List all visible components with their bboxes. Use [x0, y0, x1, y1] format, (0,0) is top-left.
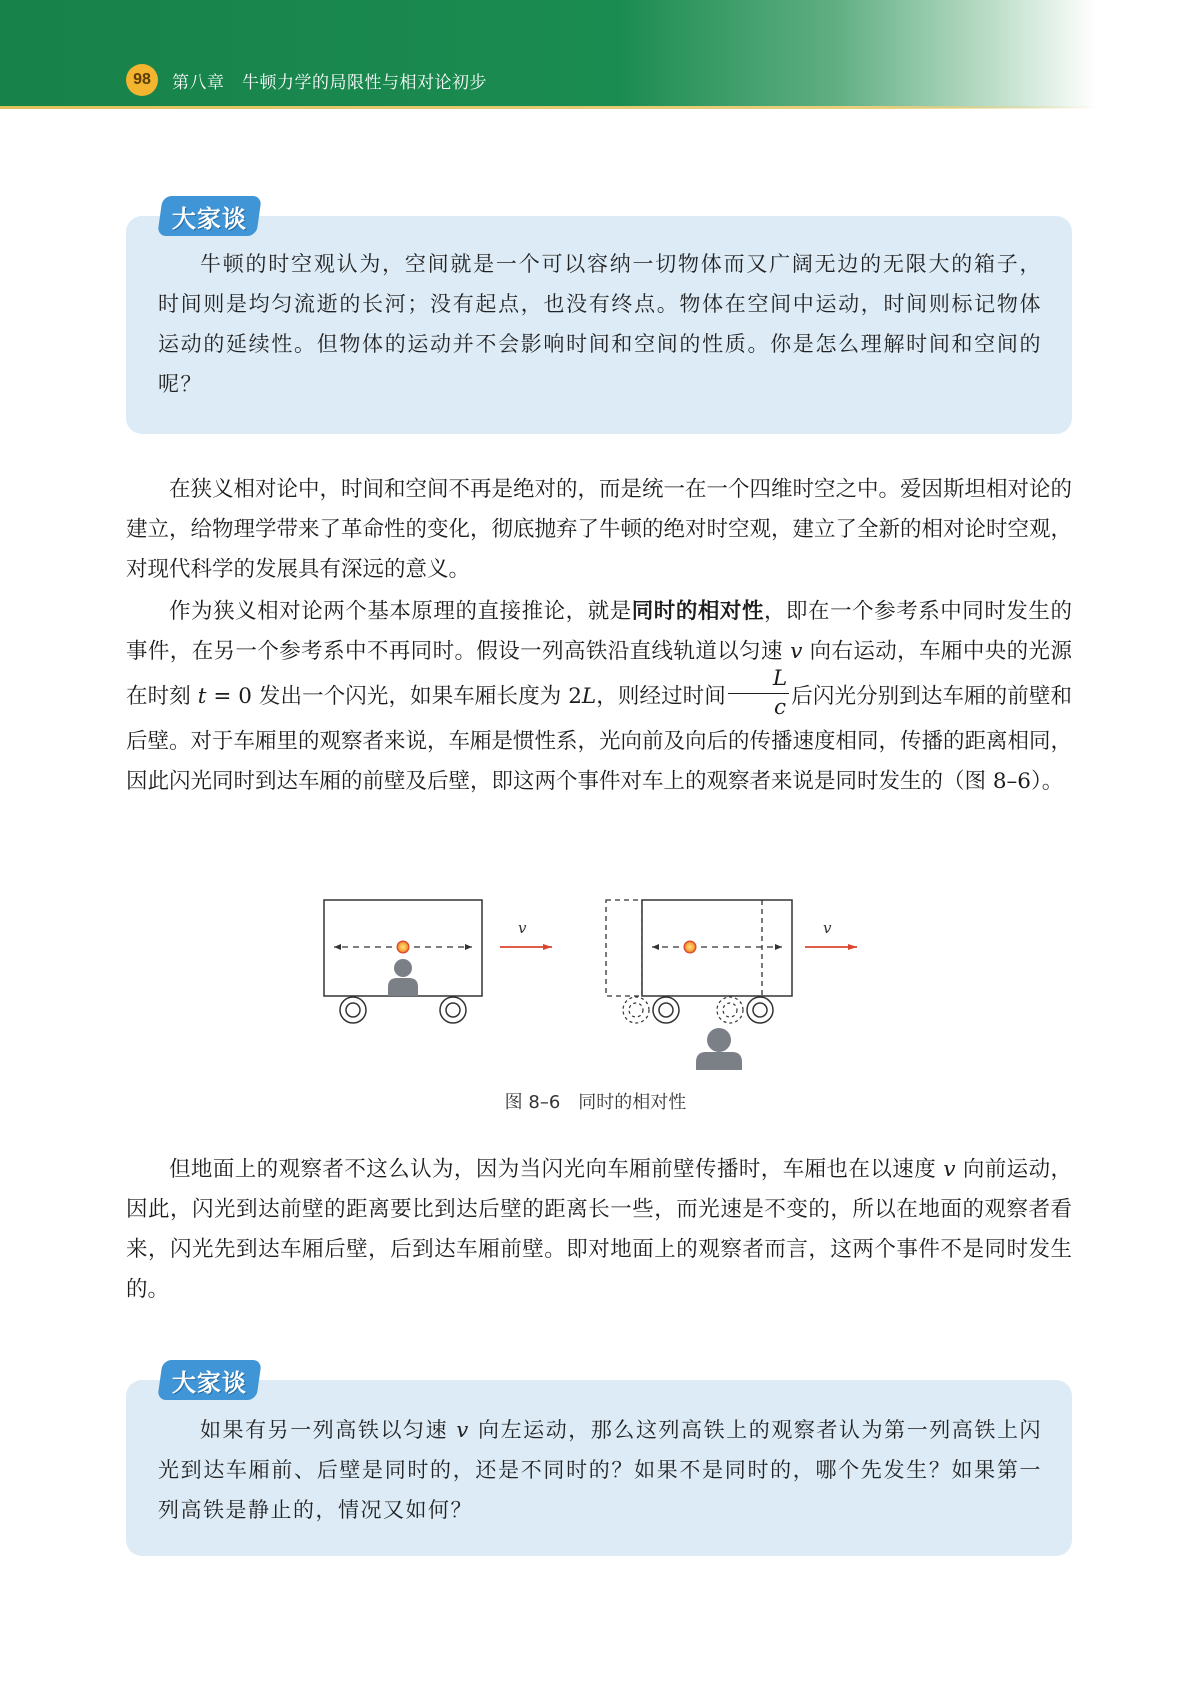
discussion-label-2	[157, 1360, 262, 1400]
ground-observer-icon	[696, 1028, 742, 1070]
discussion-text-1: 牛顿的时空观认为，空间就是一个可以容纳一切物体而又广阔无边的无限大的箱子，时间则是均匀流逝的长河；没有起点，也没有终点。物体在空间中运动，时间则标记物体运动的延续性。但物体的运动并不会影响时间和空间的性质。你是怎么理解时间和空间的呢？	[158, 252, 1042, 396]
var-v: v	[790, 639, 803, 664]
velocity-label-right: v	[823, 919, 832, 937]
light-source-right	[684, 941, 696, 953]
figure-8-6-diagram	[300, 890, 900, 1070]
velocity-label-left: v	[518, 919, 527, 937]
fraction-L-over-c: $\frac{L}{c}$	[728, 668, 789, 718]
discussion-label-1	[157, 196, 262, 236]
var-v: v	[456, 1418, 470, 1442]
train-car-frame-right	[606, 900, 792, 1023]
light-source-left	[397, 941, 409, 953]
paragraph-3: 但地面上的观察者不这么认为，因为当闪光向车厢前壁传播时，车厢也在以速度 v 向前运动，因此，闪光到达前壁的距离要比到达后壁的距离长一些，而光速是不变的，所以在地面的观察者看来，闪光先到达车厢后壁，后到达车厢前壁。即对地面上的观察者而言，这两个事件不是同时发生的。	[126, 1157, 1072, 1302]
paragraph-2: 作为狭义相对论两个基本原理的直接推论，就是同时的相对性，即在一个参考系中同时发生的事件，在另一个参考系中不再同时。假设一列高铁沿直线轨道以匀速 v 向右运动，车厢中央的光源在时刻 t = 0 发出一个闪光，如果车厢长度为 2L，则经过时间 $\frac{L}{c}$ 后闪光分别到达车厢的前壁和后壁。对于车厢里的观察者来说，车厢是惯性系，光向前及向后的传播速度相同，传播的距离相同，因此闪光同时到达车厢的前壁及后壁，即这两个事件对车上的观察者来说是同时发生的（图 8–6）。	[126, 599, 1073, 794]
wheels-right	[653, 997, 773, 1023]
discussion-box-2	[126, 1380, 1072, 1556]
wheels-left	[340, 997, 466, 1023]
discussion-label-text: 大家谈	[172, 1368, 247, 1397]
discussion-box-1	[126, 216, 1072, 434]
var-v: v	[943, 1157, 956, 1182]
chapter-title: 第八章 牛顿力学的局限性与相对论初步	[172, 73, 487, 93]
train-car-frame-left	[324, 900, 482, 1023]
paragraph-1: 在狭义相对论中，时间和空间不再是绝对的，而是统一在一个四维时空之中。爱因斯坦相对论的建立，给物理学带来了革命性的变化，彻底抛弃了牛顿的绝对时空观，建立了全新的相对论时空观，对现代科学的发展具有深远的意义。	[126, 477, 1073, 582]
key-term-simultaneity: 同时的相对性	[631, 599, 764, 624]
header-rule	[0, 106, 1100, 109]
var-L: L	[581, 684, 597, 709]
var-t: t	[197, 684, 207, 709]
discussion-text-2: 如果有另一列高铁以匀速 v 向左运动，那么这列高铁上的观察者认为第一列高铁上闪光到达车厢前、后壁是同时的，还是不同时的？如果不是同时的，哪个先发生？如果第一列高铁是静止的，情况又如何？	[158, 1418, 1043, 1522]
figure-caption: 图 8–6 同时的相对性	[504, 1092, 687, 1113]
wheels-right-ghost	[623, 997, 743, 1023]
page-number-badge: 98	[126, 64, 158, 96]
discussion-label-text: 大家谈	[172, 204, 247, 233]
